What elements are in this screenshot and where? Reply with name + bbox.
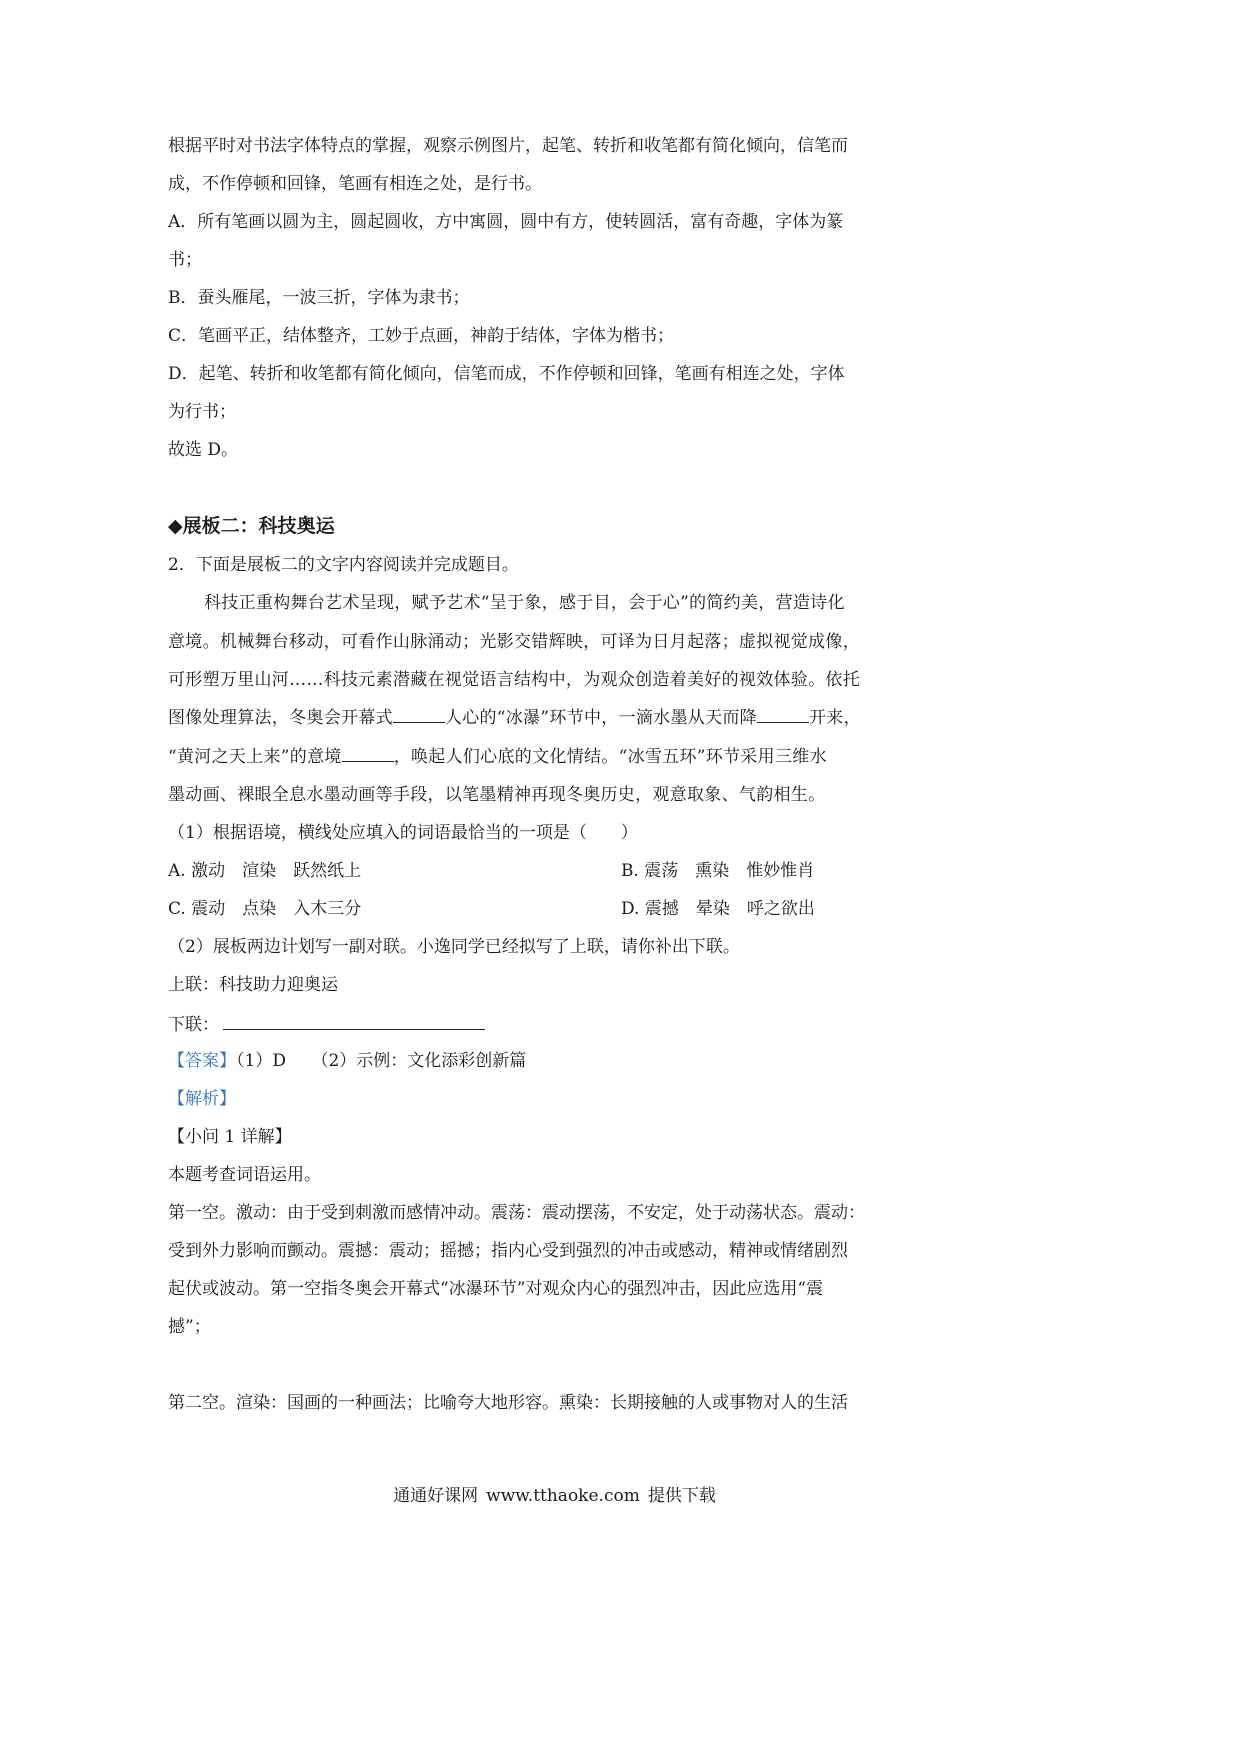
intro-line: A．所有笔画以圆为主，圆起圆收，方中寓圆，圆中有方，使转圆活，富有奇趣，字体为篆	[168, 212, 844, 232]
passage-text: ，唤起人们心底的文化情结。“冰雪五环”环节采用三维水	[393, 747, 827, 767]
section-title: ◆展板二：科技奥运	[168, 515, 335, 537]
footer-site-name: 通通好课网	[393, 1486, 479, 1506]
passage-line: 墨动画、裸眼全息水墨动画等手段，以笔墨精神再现冬奥历史，观意取象、气韵相生。	[168, 785, 826, 805]
lower-couplet	[168, 1011, 485, 1037]
answer-line	[168, 1049, 526, 1073]
explain-line: 撼”；	[168, 1317, 211, 1337]
intro-line: D．起笔、转折和收笔都有简化倾向，信笔而成，不作停顿和回锋，笔画有相连之处，字体	[168, 364, 845, 384]
option-c: C. 震动 点染 入木三分	[168, 899, 362, 919]
explain-line: 起伏或波动。第一空指冬奥会开幕式“冰瀑环节”对观众内心的强烈冲击，因此应选用“震	[168, 1279, 824, 1299]
option-d: D. 震撼 晕染 呼之欲出	[621, 899, 815, 919]
explain-line: 第一空。激动：由于受到刺激而感情冲动。震荡：震动摆荡，不安定，处于动荡状态。震动：	[168, 1203, 865, 1223]
passage-line: 科技正重构舞台艺术呈现，赋予艺术“呈于象，感于目，会于心”的简约美，营造诗化	[204, 593, 845, 613]
fill-blank-1	[393, 706, 445, 723]
passage-text: 图像处理算法，冬奥会开幕式	[168, 708, 393, 728]
footer-url[interactable]: www.tthaoke.com	[486, 1486, 640, 1506]
sub-question-2: （2）展板两边计划写一副对联。小逸同学已经拟写了上联，请你补出下联。	[168, 937, 740, 957]
intro-line: B．蚕头雁尾，一波三折，字体为隶书；	[168, 288, 470, 308]
answer-tag: 【答案】	[168, 1051, 236, 1071]
intro-line: 根据平时对书法字体特点的掌握，观察示例图片，起笔、转折和收笔都有简化倾向，信笔而	[168, 136, 848, 156]
passage-line: 意境。机械舞台移动，可看作山脉涌动；光影交错辉映，可译为日月起落；虚拟视觉成像，	[168, 632, 860, 652]
fill-blank-3	[342, 745, 394, 762]
explain-line: 受到外力影响而颤动。震撼：震动；摇撼；指内心受到强烈的冲击或感动，精神或情绪剧烈	[168, 1241, 848, 1261]
passage-text: 人心的“冰瀑”环节中，一滴水墨从天而降	[444, 708, 757, 728]
sub-question-1: （1）根据语境，横线处应填入的词语最恰当的一项是（ ）	[168, 823, 638, 843]
passage-line	[168, 706, 861, 730]
passage-text: 开来，	[809, 708, 861, 728]
answer-blank	[223, 1011, 485, 1030]
fill-blank-2	[757, 706, 809, 723]
footer-suffix: 提供下载	[647, 1486, 716, 1506]
upper-couplet: 上联：科技助力迎奥运	[168, 975, 338, 995]
intro-line: C．笔画平正，结体整齐，工妙于点画，神韵于结体，字体为楷书；	[168, 326, 675, 346]
detail-tag: 【小问 1 详解】	[168, 1127, 292, 1147]
passage-line	[168, 745, 827, 769]
page-footer	[0, 1481, 1109, 1506]
answer-text: （1）D （2）示例：文化添彩创新篇	[236, 1051, 527, 1071]
intro-line: 书；	[168, 250, 202, 270]
passage-text: “黄河之天上来”的意境	[168, 747, 342, 767]
intro-line: 为行书；	[168, 402, 236, 422]
question-stem: 2．下面是展板二的文字内容阅读并完成题目。	[168, 555, 519, 575]
option-b: B. 震荡 熏染 惟妙惟肖	[621, 861, 815, 881]
option-a: A. 激动 渲染 跃然纸上	[168, 861, 362, 881]
explain-line: 第二空。渲染：国画的一种画法；比喻夸大地形容。熏染：长期接触的人或事物对人的生活	[168, 1393, 848, 1413]
intro-line: 故选 D。	[168, 440, 239, 460]
analysis-tag: 【解析】	[168, 1089, 236, 1109]
explain-line: 本题考查词语运用。	[168, 1165, 321, 1185]
passage-line: 可形塑万里山河……科技元素潜藏在视觉语言结构中，为观众创造着美好的视效体验。依托	[168, 670, 860, 690]
lower-couplet-label: 下联：	[168, 1015, 219, 1035]
intro-line: 成，不作停顿和回锋，笔画有相连之处，是行书。	[168, 174, 542, 194]
